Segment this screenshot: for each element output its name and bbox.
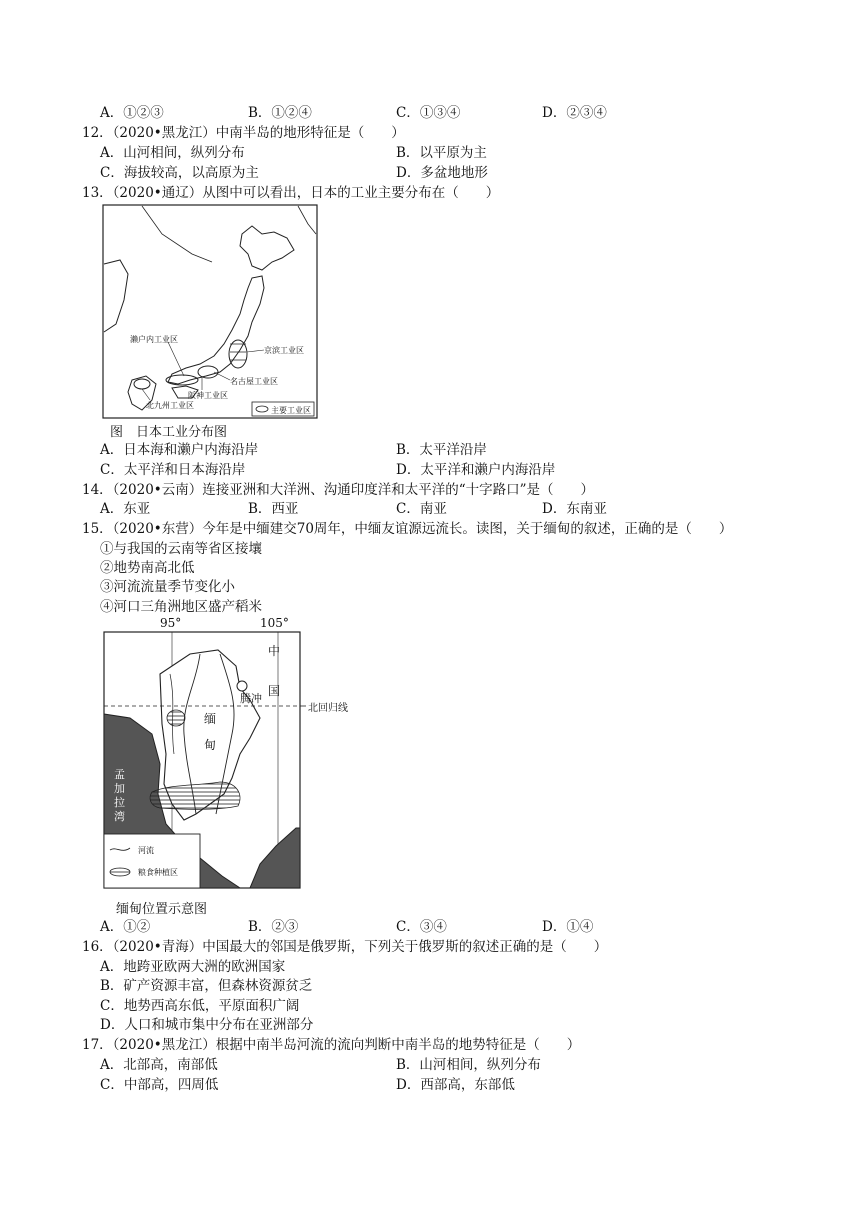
q13-stem: 13．（2020•通辽）从图中可以看出，日本的工业主要分布在（ ） — [82, 185, 500, 201]
q15-statement-3: ③河流流量季节变化小 — [100, 579, 235, 595]
q14-stem: 14．（2020•云南）连接亚洲和大洋洲、沟通印度洋和太平洋的“十字路口”是（ ） — [82, 482, 595, 498]
q15-option-a: A．①② — [100, 919, 151, 935]
q11-option-c: C．①③④ — [396, 105, 461, 121]
legend-industry: 主要工业区 — [271, 406, 311, 415]
label-china-2: 国 — [268, 684, 281, 698]
label-myanmar-1: 缅 — [204, 712, 217, 726]
label-myanmar-2: 甸 — [204, 738, 217, 752]
q12-option-d: D．多盆地地形 — [396, 165, 488, 181]
q15-stem: 15．（2020•东营）今年是中缅建交70周年，中缅友谊源远流长。读图，关于缅甸的叙述，正确的是（ ） — [82, 521, 733, 537]
legend-grain: 粮食种植区 — [138, 868, 178, 877]
q15-option-c: C．③④ — [396, 919, 447, 935]
q14-option-b: B．西亚 — [248, 501, 299, 517]
q14-option-a: A．东亚 — [100, 501, 151, 517]
q16-option-c: C．地势西高东低，平原面积广阔 — [100, 998, 300, 1014]
q13-option-a: A．日本海和濑户内海沿岸 — [100, 442, 259, 458]
q13-option-b: B．太平洋沿岸 — [396, 442, 487, 458]
longitude-95: 95° — [160, 616, 182, 630]
q13-option-d: D．太平洋和濑户内海沿岸 — [396, 462, 556, 478]
bay-char-1: 孟 — [114, 768, 125, 781]
label-hanshin: 阪神工业区 — [188, 391, 228, 400]
q14-option-d: D．东南亚 — [542, 501, 607, 517]
q11-option-d: D．②③④ — [542, 105, 607, 121]
label-tropic: 北回归线 — [308, 703, 348, 714]
label-tengchong: 腾冲 — [240, 692, 262, 705]
label-setouchi: 濑户内工业区 — [130, 335, 178, 344]
japan-industry-map — [102, 204, 318, 419]
q16-stem: 16．（2020•青海）中国最大的邻国是俄罗斯，下列关于俄罗斯的叙述正确的是（ ） — [82, 939, 608, 955]
label-kitakyushu: 北九州工业区 — [146, 401, 194, 410]
q17-option-a: A．北部高，南部低 — [100, 1057, 218, 1073]
q15-option-b: B．②③ — [248, 919, 299, 935]
q16-option-a: A．地跨亚欧两大洲的欧洲国家 — [100, 959, 286, 975]
japan-map-figure — [102, 204, 318, 419]
q12-option-b: B．以平原为主 — [396, 145, 487, 161]
q13-option-c: C．太平洋和日本海沿岸 — [100, 462, 246, 478]
q17-option-d: D．西部高，东部低 — [396, 1077, 515, 1093]
label-bay-of-bengal — [114, 768, 125, 824]
bay-char-3: 拉 — [114, 796, 125, 809]
q11-option-b: B．①②④ — [248, 105, 312, 121]
japan-map-caption: 图 日本工业分布图 — [110, 425, 228, 440]
q11-option-a: A．①②③ — [100, 105, 164, 121]
q16-option-b: B．矿产资源丰富，但森林资源贫乏 — [100, 978, 313, 994]
bay-char-2: 加 — [114, 782, 125, 795]
q17-option-b: B．山河相间，纵列分布 — [396, 1057, 541, 1073]
label-nagoya: 名古屋工业区 — [230, 377, 278, 386]
label-keihin: 京滨工业区 — [264, 346, 304, 355]
q15-statement-1: ①与我国的云南等省区接壤 — [100, 541, 262, 557]
q15-statement-4: ④河口三角洲地区盛产稻米 — [100, 599, 262, 615]
myanmar-map — [100, 614, 362, 890]
label-china-1: 中 — [268, 644, 281, 658]
q17-stem: 17．（2020•黑龙江）根据中南半岛河流的流向判断中南半岛的地势特征是（ ） — [82, 1037, 581, 1053]
q12-stem: 12．（2020•黑龙江）中南半岛的地形特征是（ ） — [82, 125, 405, 141]
q15-statement-2: ②地势南高北低 — [100, 560, 195, 576]
bay-char-4: 湾 — [114, 810, 125, 823]
q14-option-c: C．南亚 — [396, 501, 447, 517]
q15-option-d: D．①④ — [542, 919, 594, 935]
longitude-105: 105° — [260, 616, 289, 630]
q12-option-c: C．海拔较高，以高原为主 — [100, 165, 259, 181]
legend-river: 河流 — [138, 846, 154, 855]
q16-option-d: D．人口和城市集中分布在亚洲部分 — [100, 1017, 314, 1033]
myanmar-map-caption: 缅甸位置示意图 — [116, 902, 208, 917]
q12-option-a: A．山河相间，纵列分布 — [100, 145, 245, 161]
q17-option-c: C．中部高，四周低 — [100, 1077, 219, 1093]
